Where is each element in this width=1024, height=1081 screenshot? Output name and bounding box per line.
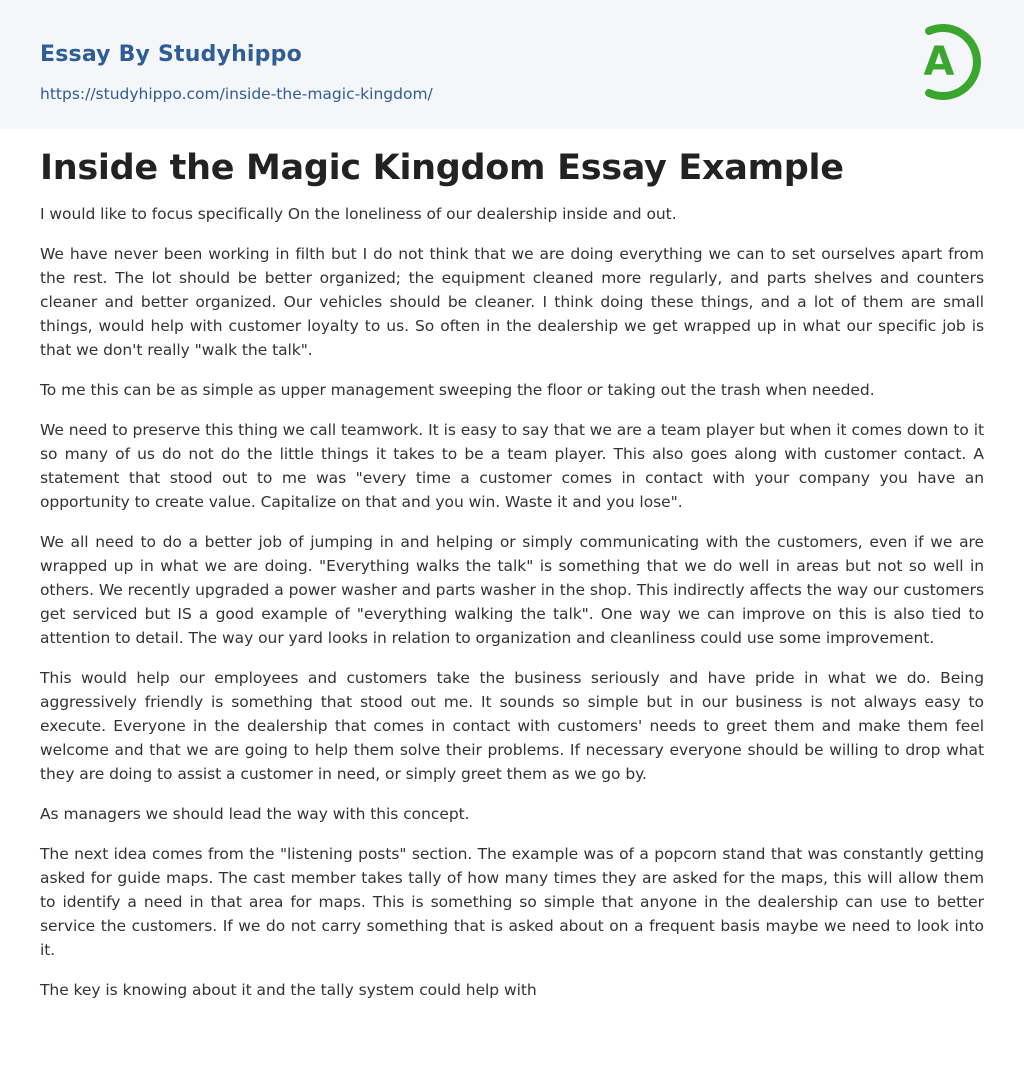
- essay-paragraph: This would help our employees and customers take the business seriously and have pride in what we do. Being aggressively friendly is something that stood out me. It sounds so simple but in our business is not always easy to execute. Everyone in the dealership that comes in contact with customers' needs to greet them and make them feel welcome and that we are going to help them solve their problems. If necessary everyone should be willing to drop what they are doing to assist a customer in need, or simply greet them as we go by.: [40, 669, 984, 783]
- essay-paragraph: We all need to do a better job of jumping in and helping or simply communicating with the customers, even if we are wrapped up in what we are doing. "Everything walks the talk" is something that we do well in areas but not so well in others. We recently upgraded a power washer and parts washer in the shop. This indirectly affects the way our customers get serviced but IS a good example of "everything walking the talk". One way we can improve on this is also tied to attention to detail. The way our yard looks in relation to organization and cleanliness could use some improvement.: [40, 533, 984, 647]
- logo-letter: A: [923, 39, 955, 85]
- essay-paragraph: I would like to focus specifically On the loneliness of our dealership inside and out.: [40, 205, 677, 223]
- essay-paragraph: We need to preserve this thing we call teamwork. It is easy to say that we are a team player but when it comes down to it so many of us do not do the little things it takes to be a team player. This also goes along with customer contact. A statement that stood out to me was "every time a customer comes in contact with your company you have an opportunity to create value. Capitalize on that and you win. Waste it and you lose".: [40, 421, 984, 511]
- page-title: Inside the Magic Kingdom Essay Example: [40, 148, 844, 188]
- site-header: [0, 0, 1024, 129]
- essay-paragraph: We have never been working in filth but I do not think that we are doing everything we can to set ourselves apart from the rest. The lot should be better organized; the equipment cleaned more regularly, and parts shelves and counters cleaner and better organized. Our vehicles should be cleaner. I think doing these things, and a lot of them are small things, would help with customer loyalty to us. So often in the dealership we get wrapped up in what our specific job is that we don't really "walk the talk".: [40, 245, 984, 359]
- brand-name[interactable]: Essay By Studyhippo: [40, 42, 302, 67]
- essay-paragraph: The next idea comes from the "listening posts" section. The example was of a popcorn stand that was constantly getting asked for guide maps. The cast member takes tally of how many times they are asked for the maps, this will allow them to identify a need in that area for maps. This is something so simple that anyone in the dealership can use to better service the customers. If we do not carry something that is asked about on a frequent basis maybe we need to look into it.: [40, 845, 984, 959]
- logo-ring-icon[interactable]: [912, 18, 986, 106]
- source-url-link[interactable]: https://studyhippo.com/inside-the-magic-kingdom/: [40, 85, 433, 103]
- essay-paragraph: To me this can be as simple as upper management sweeping the floor or taking out the trash when needed.: [40, 381, 875, 399]
- essay-body: [40, 202, 984, 1018]
- essay-paragraph: As managers we should lead the way with this concept.: [40, 805, 470, 823]
- essay-paragraph: The key is knowing about it and the tally system could help with: [40, 981, 537, 999]
